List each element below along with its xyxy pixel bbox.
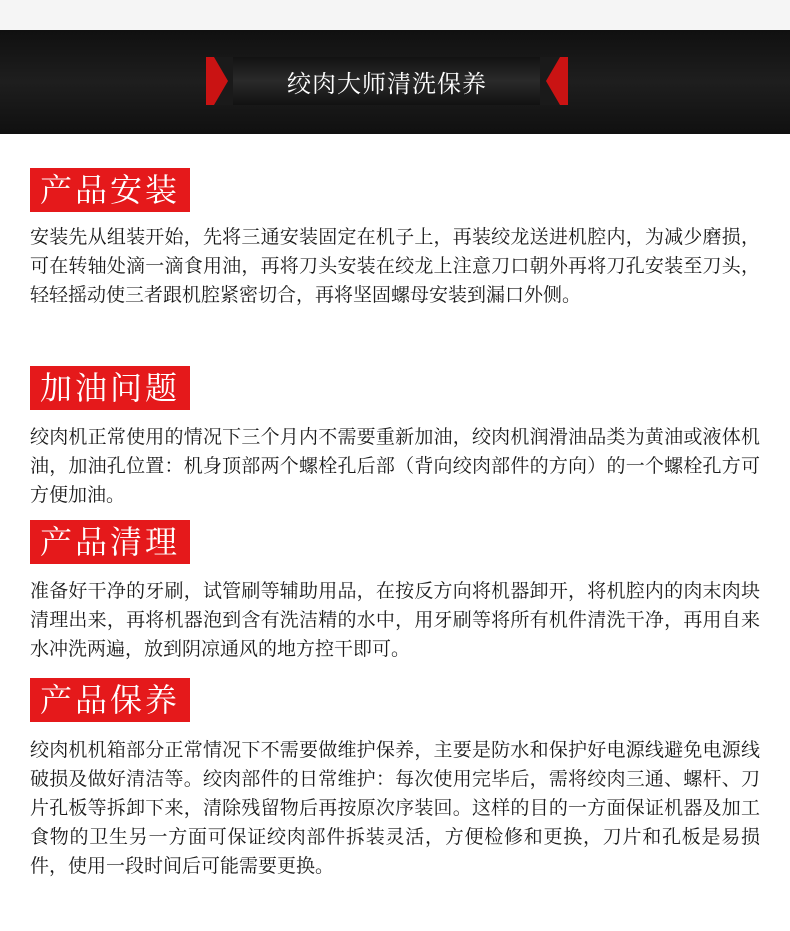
banner-title-panel [233, 57, 541, 105]
header-banner [0, 30, 790, 134]
section-title-install: 产品安装 [30, 168, 190, 212]
chevron-left-icon [206, 57, 234, 105]
section-body-oiling: 绞肉机正常使用的情况下三个月内不需要重新加油，绞肉机润滑油品类为黄油或液体机油，加油孔位置：机身顶部两个螺栓孔后部（背向绞肉部件的方向）的一个螺栓孔方可方便加油。 [30, 426, 760, 506]
section-body-install: 安装先从组装开始，先将三通安装固定在机子上，再装绞龙送进机腔内，为减少磨损，可在转轴处滴一滴食用油，再将刀头安装在绞龙上注意刀口朝外再将刀孔安装至刀头，轻轻摇动使三者跟机腔紧密切合，再将坚固螺母安装到漏口外侧。 [30, 226, 760, 306]
section-title-oiling: 加油问题 [30, 366, 190, 410]
banner-title: 绞肉大师清洗保养 [287, 69, 487, 98]
banner-title-box [206, 57, 568, 105]
section-body-cleaning: 准备好干净的牙刷，试管刷等辅助用品，在按反方向将机器卸开，将机腔内的肉末肉块清理出来，再将机器泡到含有洗洁精的水中，用牙刷等将所有机件清洗干净，再用自来水冲洗两遍，放到阴凉通风的地方控干即可。 [30, 580, 760, 660]
section-body-maintenance: 绞肉机机箱部分正常情况下不需要做维护保养，主要是防水和保护好电源线避免电源线破损及做好清洁等。绞肉部件的日常维护：每次使用完毕后，需将绞肉三通、螺杆、刀片孔板等拆卸下来，清除残留物后再按原次序装回。这样的目的一方面保证机器及加工食物的卫生另一方面可保证绞肉部件拆装灵活，方便检修和更换，刀片和孔板是易损件，使用一段时间后可能需要更换。 [30, 739, 760, 877]
chevron-right-icon [540, 57, 568, 105]
top-strip [0, 0, 790, 30]
section-title-maintenance: 产品保养 [30, 678, 190, 722]
section-title-cleaning: 产品清理 [30, 520, 190, 564]
